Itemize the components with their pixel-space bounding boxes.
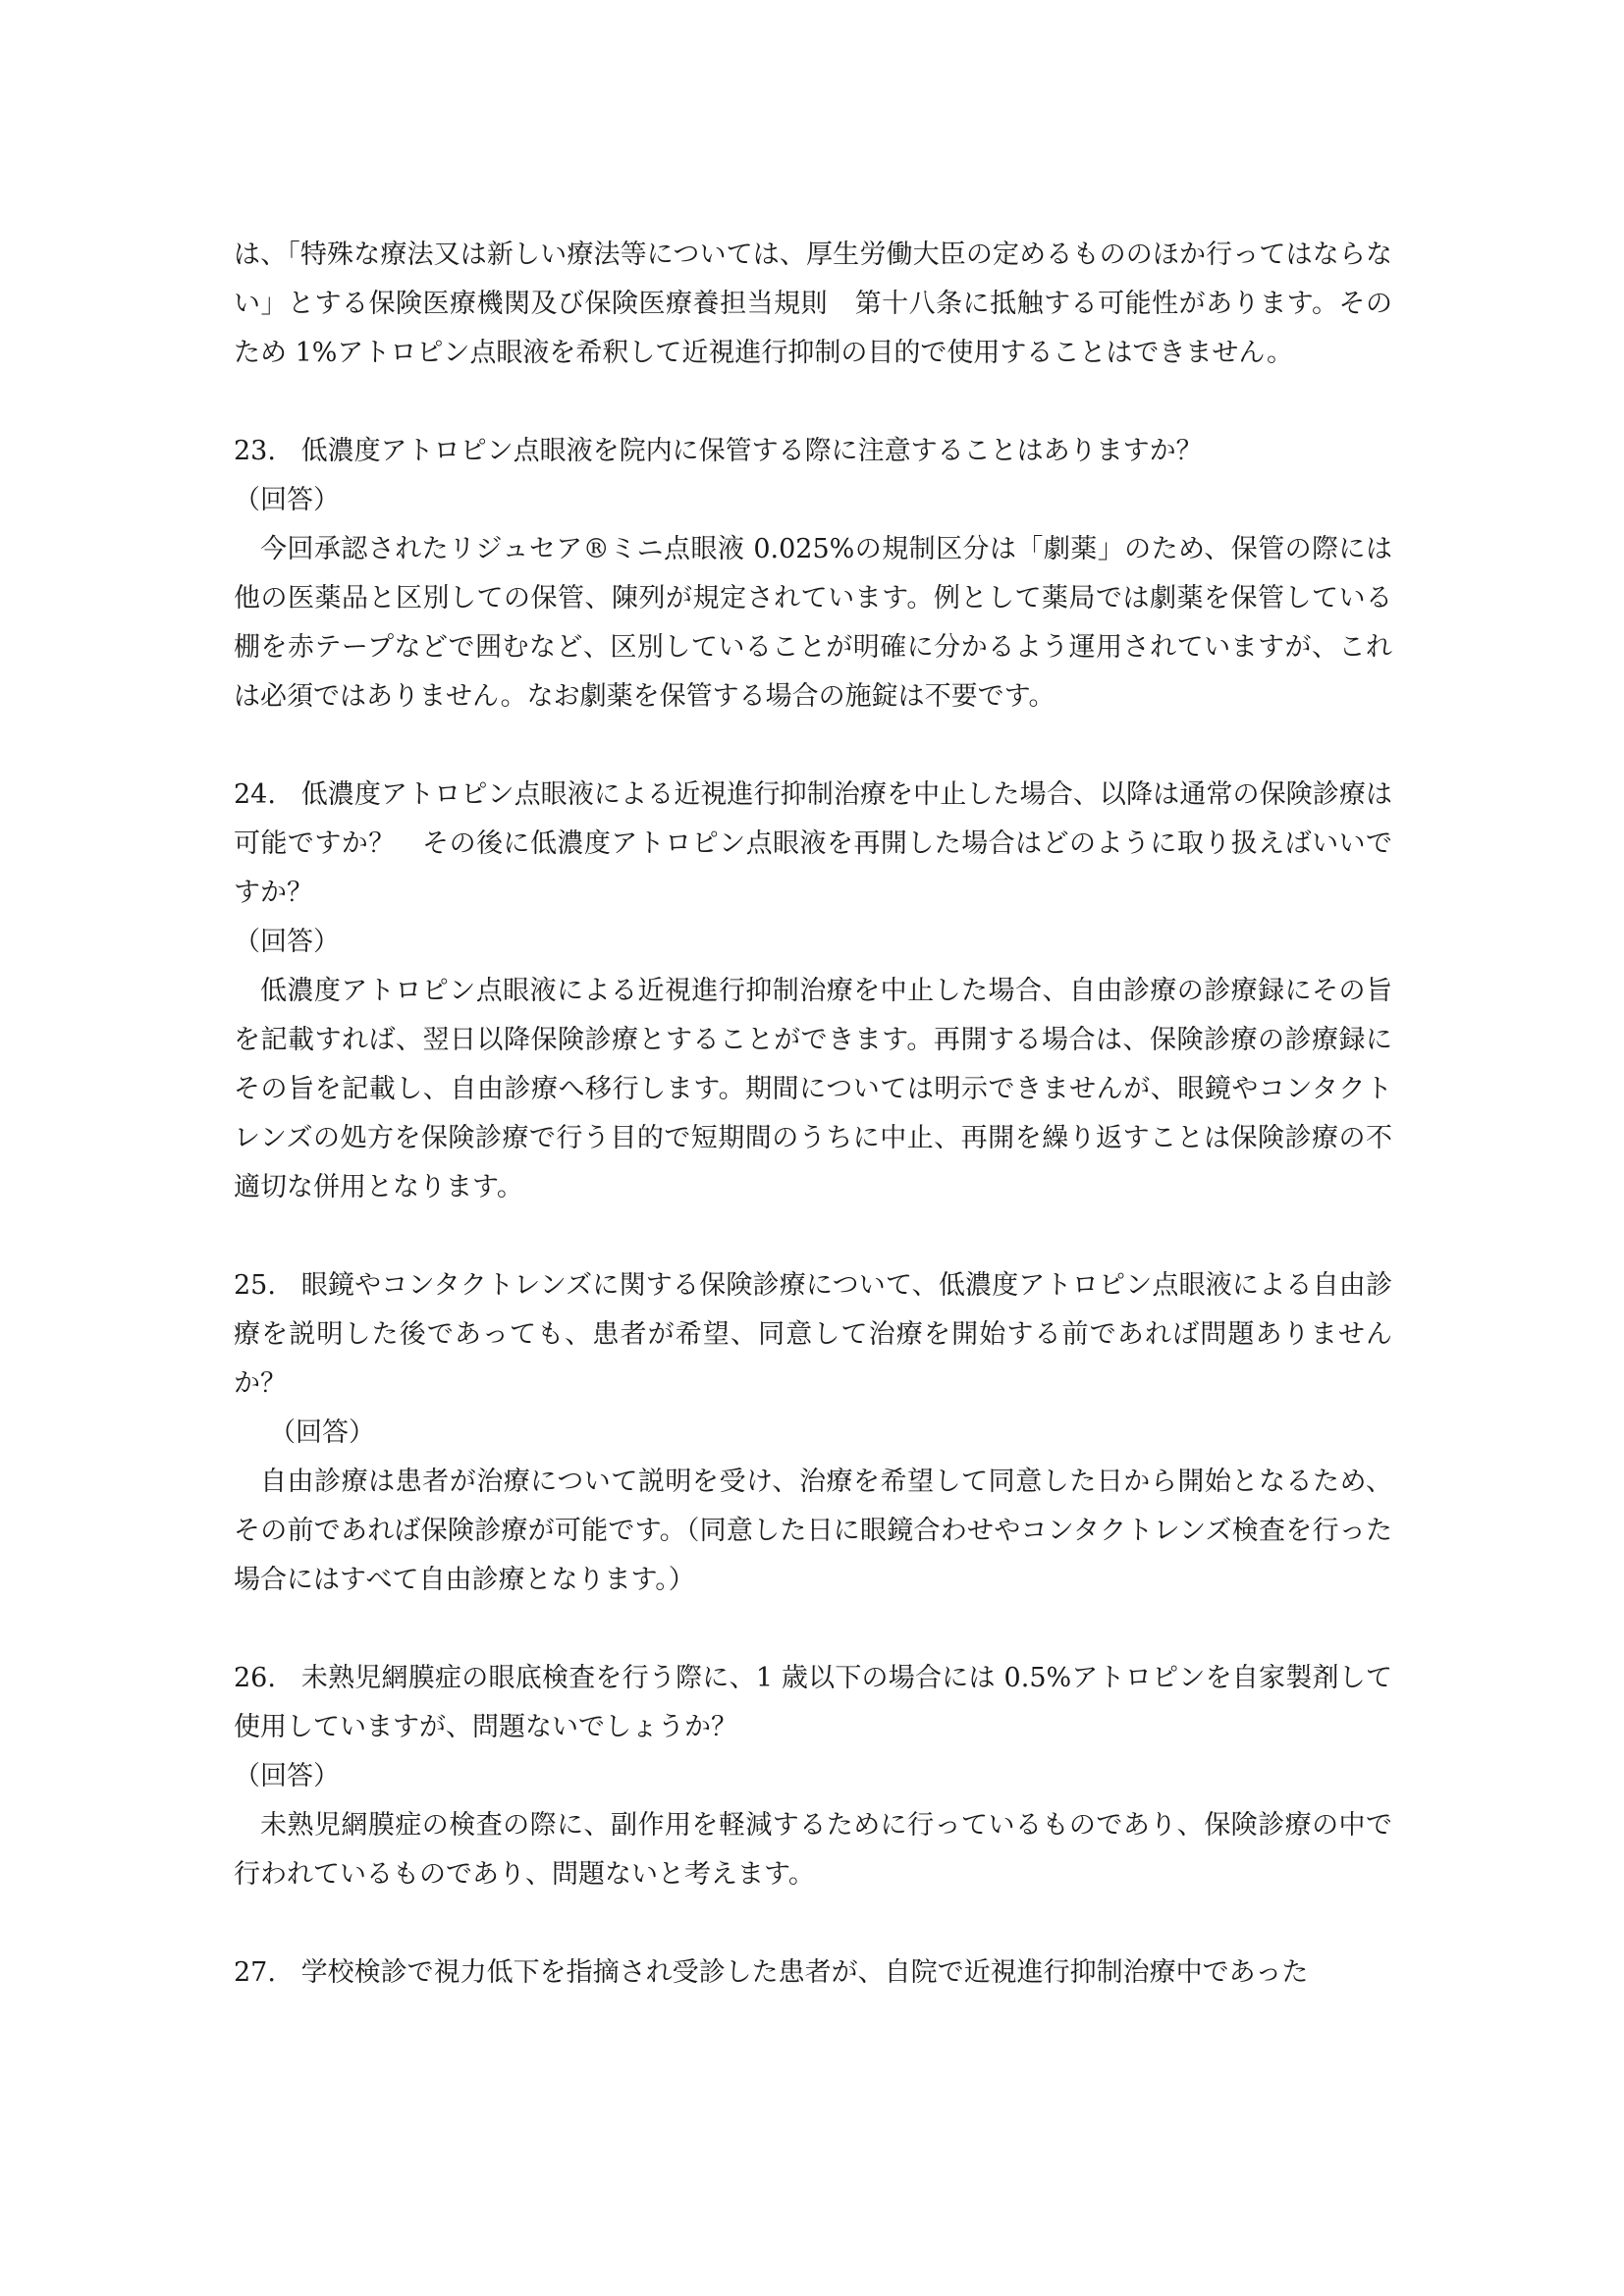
answer-label: （回答） (234, 927, 340, 957)
question-text: 低濃度アトロピン点眼液を院内に保管する際に注意することはありますか？ (300, 436, 1203, 466)
question-number: 25. (234, 1270, 276, 1301)
answer-label: （回答） (234, 1761, 340, 1791)
question-26 (234, 1654, 1392, 1752)
question-number: 23. (234, 436, 276, 466)
question-text: 学校検診で視力低下を指摘され受診した患者が、自院で近視進行抑制治療中であった (300, 1957, 1309, 1988)
answer-26: 未熟児網膜症の検査の際に、副作用を軽減するために行っているものであり、保険診療の中で行われているものであり、問題ないと考えます。 (234, 1810, 1392, 1890)
answer-23: 今回承認されたリジュセア®ミニ点眼液 0.025%の規制区分は「劇薬」のため、保管の際には他の医薬品と区別しての保管、陳列が規定されています。例として薬局では劇薬を保管している棚を赤テープなどで囲むなど、区別していることが明確に分かるよう運用されていますが、これは必須ではありません。なお劇薬を保管する場合の施錠は不要です。 (234, 534, 1392, 712)
question-text: 低濃度アトロピン点眼液による近視進行抑制治療を中止した場合、以降は通常の保険診療は可能ですか？ その後に低濃度アトロピン点眼液を再開した場合はどのように取り扱えばいいですか？ (234, 779, 1393, 908)
qa-item-23 (234, 427, 1392, 721)
question-number: 24. (234, 779, 276, 810)
spacer (234, 1899, 1392, 1949)
question-text: 眼鏡やコンタクトレンズに関する保険診療について、低濃度アトロピン点眼液による自由診療を説明した後であっても、患者が希望、同意して治療を開始する前であれば問題ありませんか？ (234, 1270, 1392, 1399)
spacer (234, 1212, 1392, 1261)
qa-item-26 (234, 1654, 1392, 1899)
answer-label: （回答） (269, 1417, 375, 1448)
spacer (234, 721, 1392, 771)
question-25 (234, 1261, 1392, 1409)
question-24 (234, 771, 1392, 918)
answer-24: 低濃度アトロピン点眼液による近視進行抑制治療を中止した場合、自由診療の診療録にその旨を記載すれば、翌日以降保険診療とすることができます。再開する場合は、保険診療の診療録にその旨を記載し、自由診療へ移行します。期間については明示できませんが、眼鏡やコンタクトレンズの処方を保険診療で行う目的で短期間のうちに中止、再開を繰り返すことは保険診療の不適切な併用となります。 (234, 976, 1392, 1202)
question-number: 27. (234, 1957, 276, 1988)
question-27 (234, 1949, 1392, 1998)
question-text: 未熟児網膜症の眼底検査を行う際に、1 歳以下の場合には 0.5%アトロピンを自家製剤して使用していますが、問題ないでしょうか？ (234, 1663, 1392, 1742)
answer-25: 自由診療は患者が治療について説明を受け、治療を希望して同意した日から開始となるため、その前であれば保険診療が可能です。（同意した日に眼鏡合わせやコンタクトレンズ検査を行った場合にはすべて自由診療となります。） (234, 1467, 1392, 1595)
question-number: 26. (234, 1663, 276, 1693)
document-body (234, 231, 1392, 1998)
qa-item-25 (234, 1261, 1392, 1605)
answer-label: （回答） (234, 485, 340, 515)
spacer (234, 1605, 1392, 1654)
qa-item-24 (234, 771, 1392, 1212)
spacer (234, 378, 1392, 427)
question-23 (234, 427, 1392, 476)
intro-continuation: は、「特殊な療法又は新しい療法等については、厚生労働大臣の定めるもののほか行ってはならない」とする保険医療機関及び保険医療養担当規則 第十八条に抵触する可能性があります。そのため 1%アトロピン点眼液を希釈して近視進行抑制の目的で使用することはできません。 (234, 240, 1392, 368)
qa-item-27 (234, 1949, 1392, 1998)
